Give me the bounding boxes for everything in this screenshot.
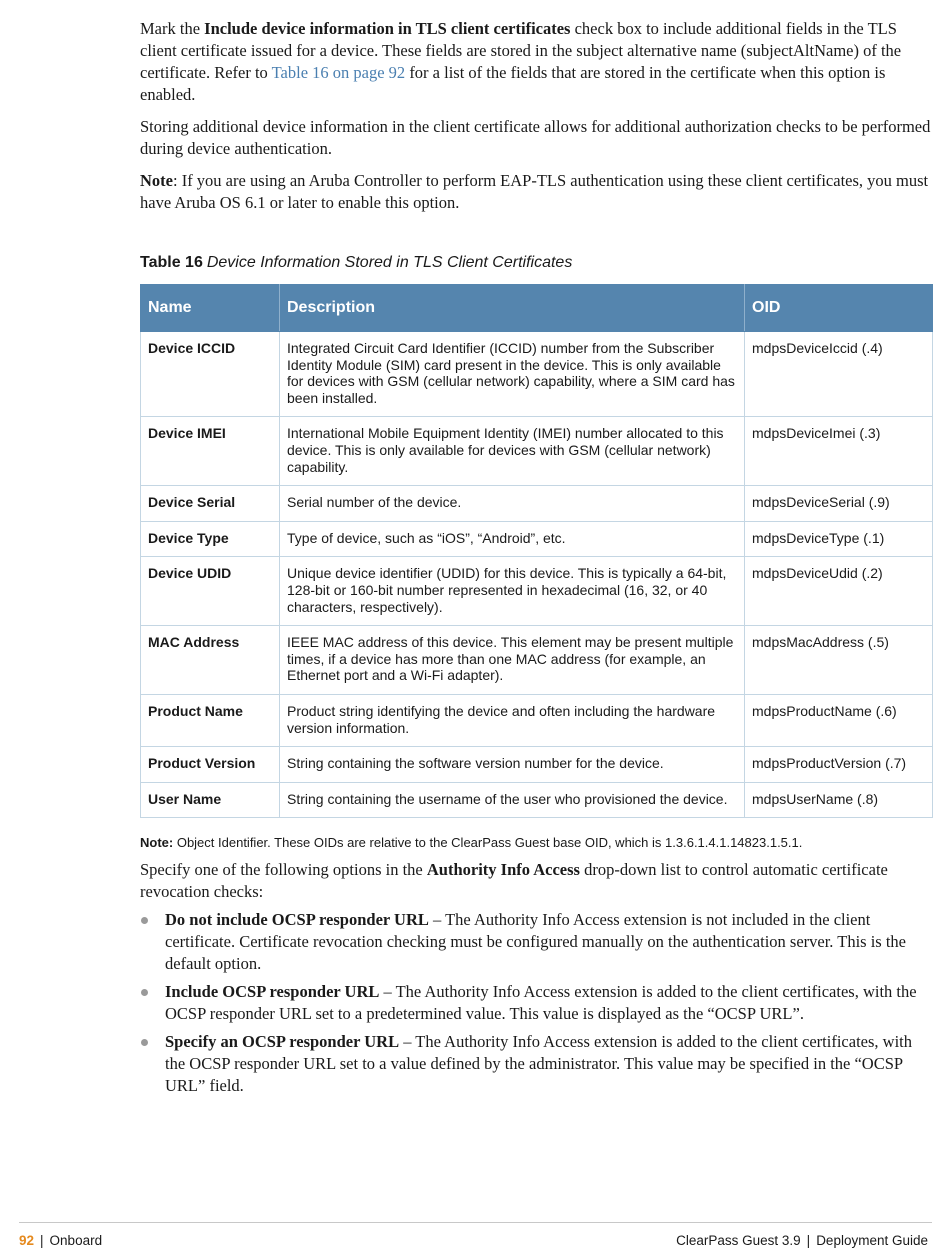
table-row: [141, 521, 933, 557]
cell-description: Product string identifying the device and often including the hardware version information.: [280, 694, 745, 746]
option-name: Do not include OCSP responder URL: [165, 910, 429, 930]
device-info-table: [140, 284, 933, 818]
column-header-description: Description: [280, 285, 745, 332]
column-header-name: Name: [141, 285, 280, 332]
page-number: 92: [19, 1233, 35, 1248]
cell-name: MAC Address: [141, 626, 280, 695]
cell-oid: mdpsDeviceType (.1): [745, 521, 933, 557]
table-caption: [140, 254, 932, 272]
table-row: [141, 747, 933, 783]
table-note: [140, 835, 932, 850]
bullet-icon: [141, 1039, 148, 1046]
authority-options-list: [140, 909, 932, 1097]
cell-description: String containing the username of the user who provisioned the device.: [280, 782, 745, 818]
table-number: Table 16: [140, 254, 203, 271]
cell-name: Device UDID: [141, 557, 280, 626]
note-text: Object Identifier. These OIDs are relative to the ClearPass Guest base OID, which is 1.3.6.1.4.1.14823.1.5.1.: [173, 835, 803, 851]
paragraph-authority-info: [140, 859, 932, 903]
bullet-icon: [141, 989, 148, 996]
table-row: [141, 332, 933, 417]
footer-separator: |: [806, 1233, 811, 1248]
cell-description: Type of device, such as “iOS”, “Android”, etc.: [280, 521, 745, 557]
paragraph-note-aruba: [140, 170, 932, 214]
table-row: [141, 486, 933, 522]
cell-description: String containing the software version number for the device.: [280, 747, 745, 783]
option-description: – The Authority Info Access extension is added to the client certificates, with the OCSP responder URL set to a value defined by the administrator. This value may be specified in the “OCSP URL” field.: [165, 1032, 912, 1096]
cell-name: Device Type: [141, 521, 280, 557]
footer-left: [19, 1233, 102, 1248]
bullet-icon: [141, 917, 148, 924]
cell-name: Device IMEI: [141, 417, 280, 486]
option-name: Specify an OCSP responder URL: [165, 1032, 400, 1052]
cell-oid: mdpsDeviceUdid (.2): [745, 557, 933, 626]
cell-name: User Name: [141, 782, 280, 818]
guide-name: Deployment Guide: [816, 1233, 928, 1248]
bold-option-name: Authority Info Access: [426, 860, 580, 880]
list-item: [140, 909, 932, 975]
cell-oid: mdpsDeviceImei (.3): [745, 417, 933, 486]
cell-description: International Mobile Equipment Identity (IMEI) number allocated to this device. This is only available for devices with GSM (cellular network) capability.: [280, 417, 745, 486]
table-row: [141, 557, 933, 626]
table-row: [141, 694, 933, 746]
paragraph-storing-info: Storing additional device information in the client certificate allows for additional authorization checks to be performed during device authentication.: [140, 117, 931, 158]
table-title: Device Information Stored in TLS Client Certificates: [206, 254, 573, 271]
cell-description: Unique device identifier (UDID) for this device. This is typically a 64-bit, 128-bit or 160-bit number represented in hexadecimal (16, 32, or 40 characters, respectively).: [280, 557, 745, 626]
paragraph-tls-info: [140, 18, 932, 106]
footer-separator: |: [40, 1233, 44, 1248]
list-item: [140, 981, 932, 1025]
cell-name: Device Serial: [141, 486, 280, 522]
cell-oid: mdpsUserName (.8): [745, 782, 933, 818]
table-row: [141, 626, 933, 695]
footer-right: [676, 1233, 928, 1248]
note-label: Note: [140, 171, 173, 190]
table-row: [141, 782, 933, 818]
section-name: Onboard: [49, 1233, 103, 1248]
column-header-oid: OID: [745, 285, 933, 332]
cell-oid: mdpsProductName (.6): [745, 694, 933, 746]
table-header-row: [141, 285, 933, 332]
option-description: – The Authority Info Access extension is added to the client certificates, with the OCSP responder URL set to a predetermined value. This value is displayed as the “OCSP URL”.: [165, 982, 917, 1024]
option-description: – The Authority Info Access extension is not included in the client certificate. Certificate revocation checking must be configured manually on the authentication server. This is the default option.: [165, 910, 907, 974]
cell-oid: mdpsDeviceSerial (.9): [745, 486, 933, 522]
cell-description: IEEE MAC address of this device. This element may be present multiple times, if a device has more than one MAC address (for example, an Ethernet port and a Wi-Fi adapter).: [280, 626, 745, 695]
bold-option-name: Include device information in TLS client certificates: [204, 19, 571, 38]
cell-description: Serial number of the device.: [280, 486, 745, 522]
cell-name: Device ICCID: [141, 332, 280, 417]
footer-divider: [19, 1222, 932, 1223]
text: Specify one of the following options in the: [140, 860, 427, 880]
table-reference-link[interactable]: Table 16 on page 92: [271, 63, 406, 82]
table-row: [141, 417, 933, 486]
cell-description: Integrated Circuit Card Identifier (ICCID) number from the Subscriber Identity Module (SIM) card present in the device. This is only available for devices with GSM (cellular network) capability, where a SIM card has been installed.: [280, 332, 745, 417]
text: for a list of the fields that are stored in the certificate when this option is enabled.: [140, 63, 886, 104]
cell-name: Product Name: [141, 694, 280, 746]
list-item: [140, 1031, 932, 1097]
cell-oid: mdpsDeviceIccid (.4): [745, 332, 933, 417]
cell-oid: mdpsProductVersion (.7): [745, 747, 933, 783]
text: drop-down list to control automatic certificate revocation checks:: [140, 860, 888, 902]
page-content: [140, 18, 932, 1103]
cell-oid: mdpsMacAddress (.5): [745, 626, 933, 695]
text: Mark the: [140, 19, 205, 38]
cell-name: Product Version: [141, 747, 280, 783]
note-text: : If you are using an Aruba Controller to perform EAP-TLS authentication using these client certificates, you must have Aruba OS 6.1 or later to enable this option.: [140, 171, 929, 212]
product-name: ClearPass Guest 3.9: [676, 1233, 801, 1248]
option-name: Include OCSP responder URL: [165, 982, 380, 1002]
note-label: Note:: [140, 835, 174, 851]
text: check box to include additional fields in the TLS client certificate issued for a device. These fields are stored in the subject alternative name (subjectAltName) of the certificate. Refer to: [140, 19, 902, 82]
